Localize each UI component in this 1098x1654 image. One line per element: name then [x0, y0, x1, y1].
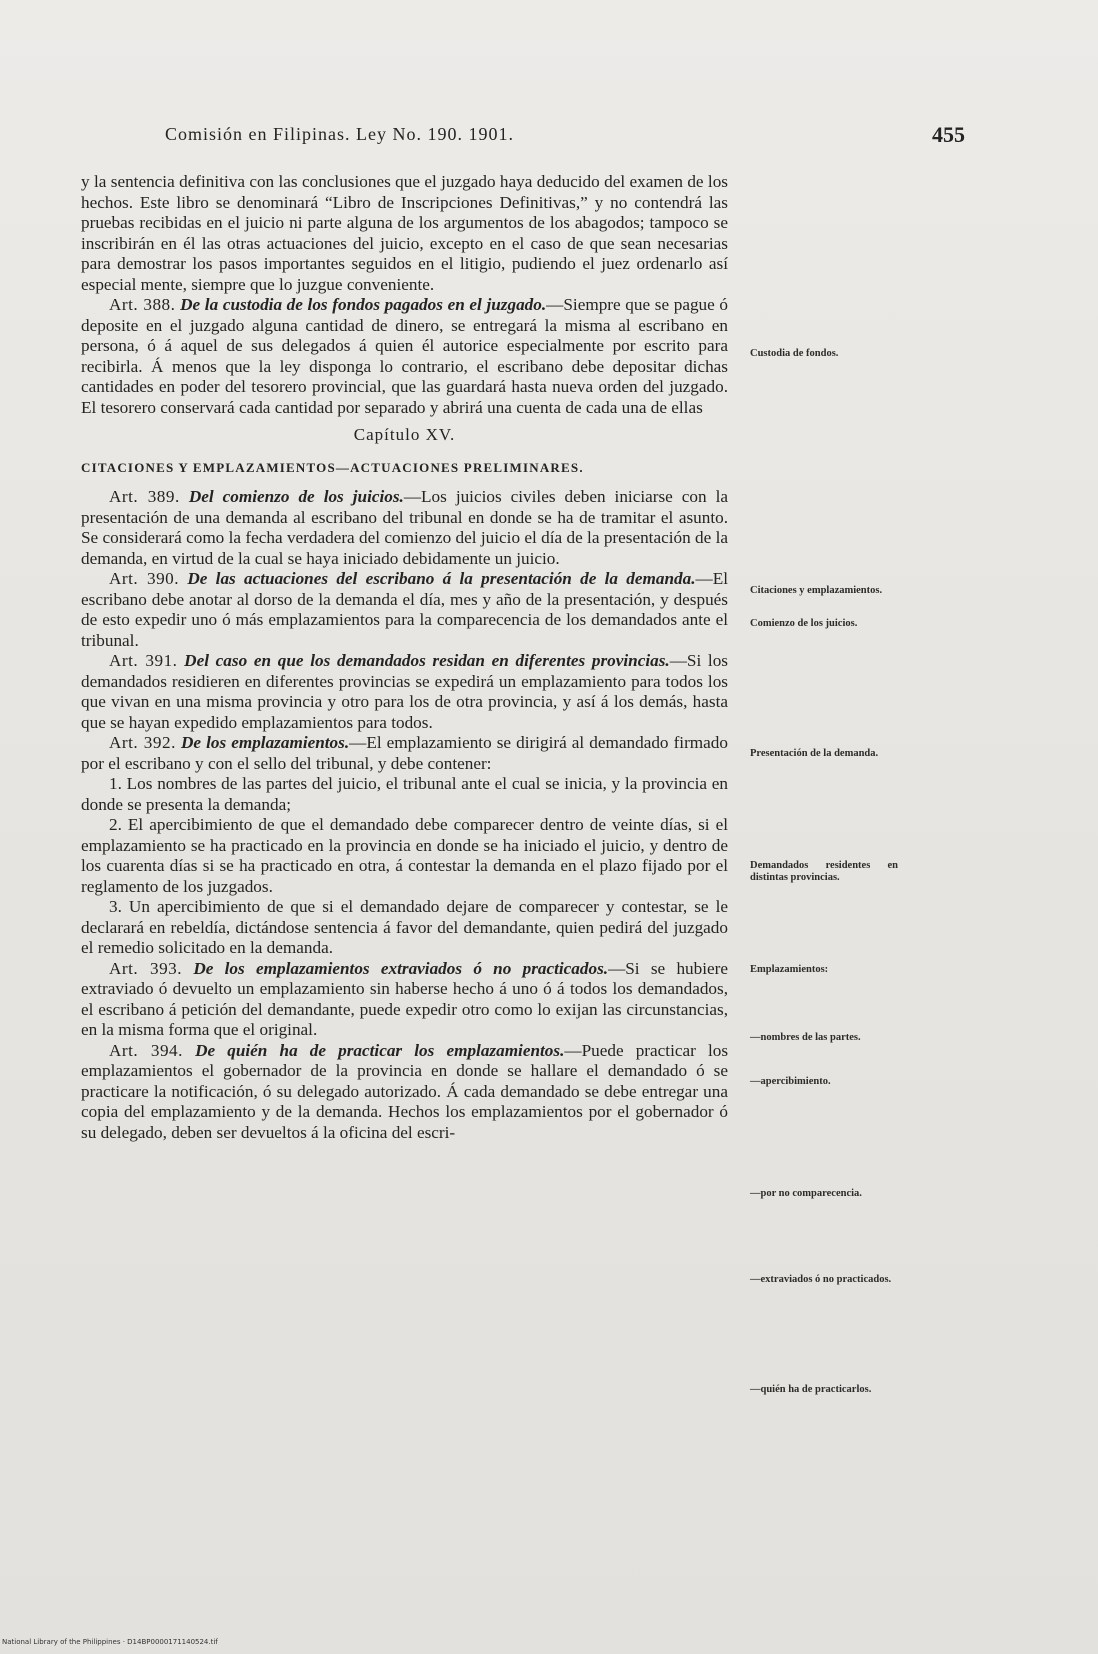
article-392: [81, 733, 728, 774]
scan-footer: National Library of the Philippines · D14BP0000171140524.tif: [2, 1638, 218, 1646]
article-label: Art. 389.: [109, 487, 180, 506]
article-label: Art. 390.: [109, 569, 180, 588]
article-title: De quién ha de practicar los emplazamientos.: [195, 1040, 565, 1060]
list-item: 1. Los nombres de las partes del juicio, el tribunal ante el cual se inicia, y la provincia en donde se presenta la demanda;: [81, 774, 728, 814]
list-item: 2. El apercibimiento de que el demandado debe comparecer dentro de veinte días, si el emplazamiento se ha practicado en la provincia en donde se ha iniciado el juicio, y dentro de los cuarenta días si se ha practicado en otra, á contestar la demanda en el plazo fijado por el reglamento de los juzgados.: [81, 815, 728, 896]
body-text: [81, 172, 728, 1143]
article-389: [81, 487, 728, 569]
margin-note-custodia: Custodia de fondos.: [750, 348, 839, 359]
article-label: Art. 388.: [109, 295, 176, 314]
article-393: [81, 959, 728, 1041]
article-text: —Si los demandados residieren en diferentes provincias se expedirá un emplazamiento para todos los que vivan en una misma provincia y otro para los de otra provincia, y así á los demás, hasta que se hayan expedido emplazamientos para todos.: [81, 651, 728, 732]
article-title: De las actuaciones del escribano á la presentación de la demanda.: [187, 569, 696, 588]
article-text: —El emplazamiento se dirigirá al demandado firmado por el escribano y con el sello del tribunal, y debe contener:: [81, 733, 728, 773]
article-388: [81, 295, 728, 418]
article-text: —Si se hubiere extraviado ó devuelto un emplazamiento sin haberse hecho á uno ó á todos los demandados, el escribano á petición del demandante, puede expedir otro como lo exijan las circunstancias, en la misma forma que el original.: [81, 958, 728, 1039]
margin-note-quien: —quién ha de practicarlos.: [750, 1384, 872, 1395]
margin-note-extraviados: —extraviados ó no practicados.: [750, 1274, 892, 1285]
article-label: Art. 391.: [109, 651, 178, 670]
article-label: Art. 394.: [109, 1040, 183, 1060]
paragraph-continuation: y la sentencia definitiva con las conclusiones que el juzgado haya deducido del examen de los hechos. Este libro se denominará “Libro de Inscripciones Definitivas,” y no contendrá las pruebas recibidas en el juicio ni parte alguna de los argumentos de los abagodos; tampoco se inscribirán en él las otras actuaciones del juicio, excepto en el caso de que sean necesarias para demostrar los pasos importantes seguidos en el litigio, pudiendo el juez ordenarlo así especial mente, siempre que lo juzgue conveniente.: [81, 172, 728, 294]
margin-note-presentacion: Presentación de la demanda.: [750, 748, 879, 759]
page-header: [165, 124, 965, 154]
article-394: [81, 1041, 728, 1144]
list-item: 3. Un apercibimiento de que si el demandado dejare de comparecer y contestar, se le declarará en rebeldía, dictándose sentencia á favor del demandante, quien pedirá del juzgado el remedio solicitado en la demanda.: [81, 897, 728, 957]
article-391: [81, 651, 728, 733]
margin-note-nombres: —nombres de las partes.: [750, 1032, 861, 1043]
margin-note-demandados: Demandados residentes en distintas provincias.: [750, 860, 898, 883]
article-text: —El escribano debe anotar al dorso de la demanda el día, mes y año de la presentación, y después de esto expedir uno ó más emplazamientos para la comparecencia de los demandados ante el tribunal.: [81, 569, 728, 650]
article-title: De los emplazamientos extraviados ó no practicados.: [193, 958, 609, 978]
article-text: —Siempre que se pague ó deposite en el juzgado alguna cantidad de dinero, se entregará la misma al escribano en persona, ó á aquel de sus delegados á quien él autorice especialmente por escrito para recibirla. Á menos que la ley disponga lo contrario, el escribano debe depositar dichas cantidades en poder del tesorero provincial, que las guardará hasta nueva orden del juzgado. El tesorero conservará cada cantidad por separado y abrirá una cuenta de cada una de ellas: [81, 295, 729, 417]
article-text: —Puede practicar los emplazamientos el gobernador de la provincia en donde se hallare el demandado ó se practicare la notificación, ó su delegado autorizado. Á cada demandado se debe entregar una copia del emplazamiento y de la demanda. Hechos los emplazamientos por el gobernador ó su delegado, deben ser devueltos á la oficina del escri-: [81, 1040, 729, 1142]
margin-note-apercibimiento: —apercibimiento.: [750, 1076, 831, 1087]
margin-note-citaciones: Citaciones y emplazamientos.: [750, 585, 883, 596]
article-390: [81, 569, 728, 651]
article-label: Art. 392.: [109, 733, 176, 752]
running-title: Comisión en Filipinas. Ley No. 190. 1901.: [165, 124, 514, 144]
article-label: Art. 393.: [109, 958, 183, 978]
article-title: Del comienzo de los juicios.: [188, 487, 404, 506]
margin-note-no-comparecencia: —por no comparecencia.: [750, 1188, 862, 1199]
article-text: —Los juicios civiles deben iniciarse con la presentación de una demanda al escribano del tribunal en donde se ha de tramitar el asunto. Se considerará como la fecha verdadera del comienzo del juicio el día de la presentación de la demanda, en virtud de la cual se haya iniciado debidamente un juicio.: [81, 487, 728, 568]
article-title: Del caso en que los demandados residan en diferentes provincias.: [184, 651, 670, 670]
chapter-subtitle: CITACIONES Y EMPLAZAMIENTOS—ACTUACIONES PRELIMINARES.: [81, 459, 584, 475]
page-number: 455: [932, 122, 965, 147]
margin-note-comienzo: Comienzo de los juicios.: [750, 618, 858, 629]
article-title: De los emplazamientos.: [180, 733, 350, 752]
margin-note-emplazamientos: Emplazamientos:: [750, 964, 829, 975]
article-title: De la custodia de los fondos pagados en el juzgado.: [180, 295, 547, 314]
chapter-title: Capítulo XV.: [353, 425, 456, 444]
